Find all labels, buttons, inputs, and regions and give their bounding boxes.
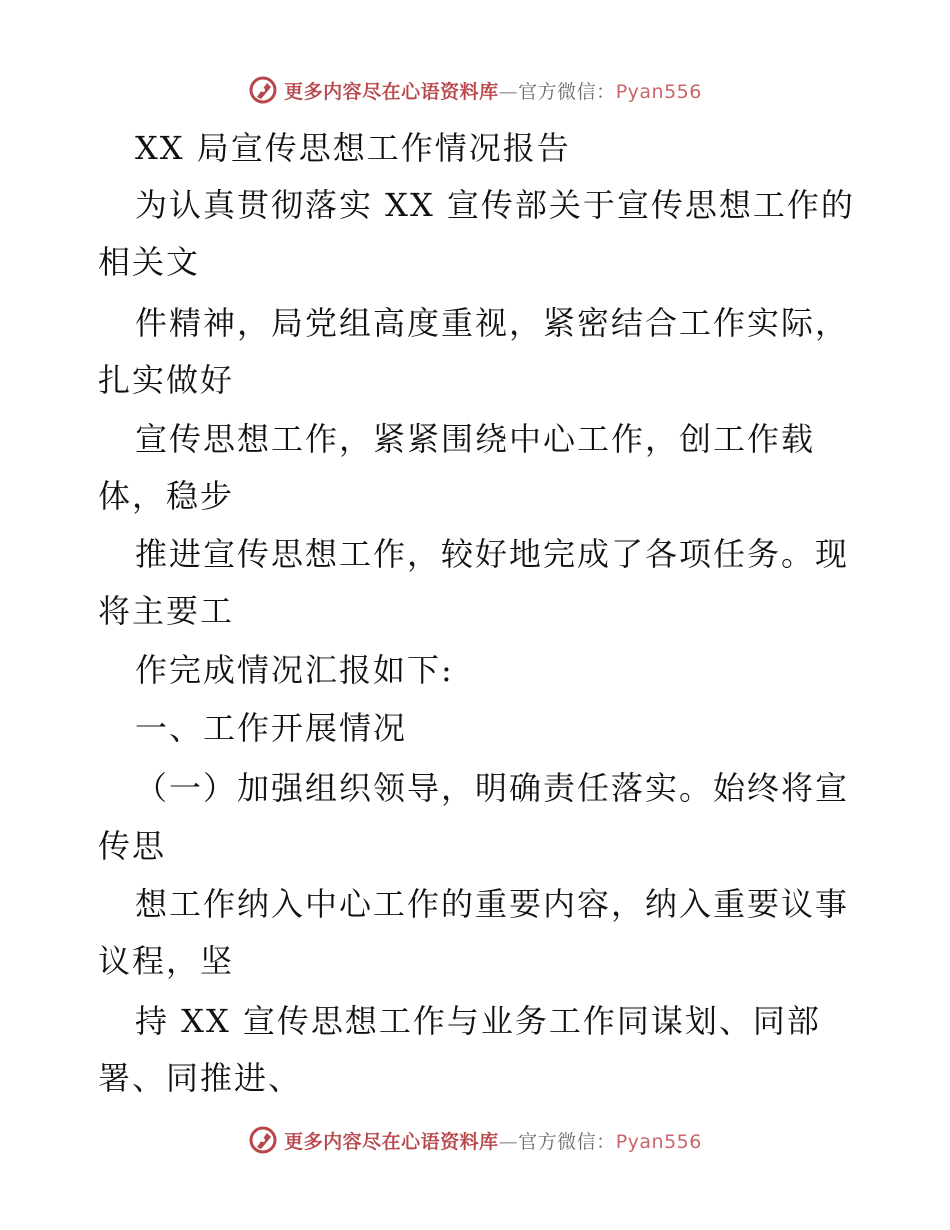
paragraph-line: 将主要工 (98, 592, 235, 630)
paragraph-line: 相关文 (98, 243, 201, 281)
paragraph-line: 议程，坚 (98, 942, 235, 980)
footer-banner-text (284, 1127, 702, 1154)
paragraph-line: 为认真贯彻落实 XX 宣传部关于宣传思想工作的 (135, 186, 855, 224)
paragraph-line: 作完成情况汇报如下: (135, 651, 454, 689)
paragraph-line: 想工作纳入中心工作的重要内容，纳入重要议事 (135, 885, 850, 923)
paragraph-line: 件精神，局党组高度重视，紧密结合工作实际， (135, 304, 850, 342)
pen-nib-logo-icon (248, 75, 278, 105)
paragraph-line: 宣传思想工作，紧紧围绕中心工作，创工作载 (135, 420, 816, 458)
header-banner-text (284, 77, 702, 104)
footer-banner-handle: Pyan556 (615, 1130, 702, 1153)
paragraph-line: 持 XX 宣传思想工作与业务工作同谋划、同部 (135, 1002, 821, 1040)
subsection-line: （一）加强组织领导，明确责任落实。始终将宣 (135, 769, 850, 807)
document-title: XX 局宣传思想工作情况报告 (135, 129, 571, 167)
footer-watermark-banner (0, 1120, 950, 1160)
footer-banner-official: 官方微信： (518, 1130, 616, 1153)
header-banner-dash: — (498, 80, 519, 103)
paragraph-line: 传思 (98, 827, 167, 865)
header-banner-handle: Pyan556 (615, 80, 702, 103)
header-banner-promo: 更多内容尽在心语资料库 (284, 80, 499, 103)
footer-banner-promo: 更多内容尽在心语资料库 (284, 1130, 499, 1153)
paragraph-line: 推进宣传思想工作，较好地完成了各项任务。现 (135, 535, 850, 573)
paragraph-line: 体，稳步 (98, 477, 235, 515)
paragraph-line: 扎实做好 (98, 361, 235, 399)
header-banner-official: 官方微信： (518, 80, 616, 103)
header-watermark-banner (0, 70, 950, 110)
paragraph-line: 署、同推进、 (98, 1059, 303, 1097)
pen-nib-logo-icon (248, 1125, 278, 1155)
section-heading: 一、工作开展情况 (135, 709, 408, 747)
footer-banner-dash: — (498, 1130, 519, 1153)
